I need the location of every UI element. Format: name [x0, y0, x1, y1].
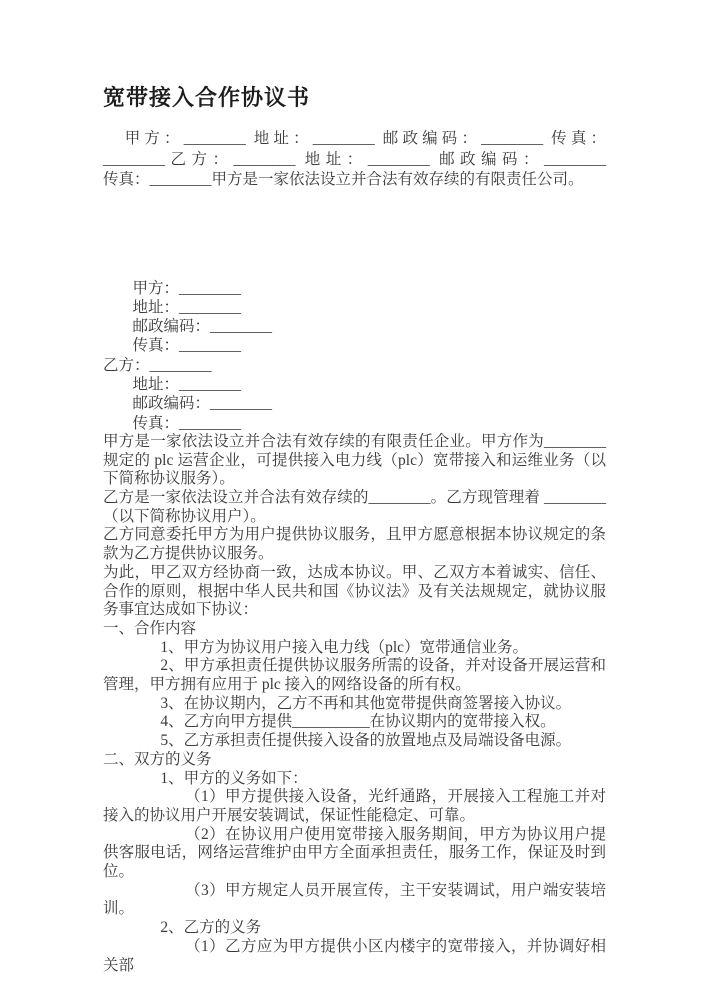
header-line-3: 传真：________甲方是一家依法设立并合法有效存续的有限责任公司。: [103, 171, 584, 188]
header-line-2: ________乙方：________ 地址：________ 邮政编码：________: [103, 150, 606, 168]
clause-1-4: 4、乙方向甲方提供__________在协议期内的宽带接入权。: [160, 713, 556, 731]
section-heading-2: 二、双方的义务: [103, 750, 212, 768]
paragraph-party-a-intro: 甲方是一家依法设立并合法有效存续的有限责任企业。甲方作为________规定的 plc 运营企业，可提供接入电力线（plc）宽带接入和运维业务（以下简称协议服务）。: [103, 432, 606, 488]
clause-1-1: 1、甲方为协议用户接入电力线（plc）宽带通信业务。: [160, 638, 529, 656]
party-field-fax-2: 传真：________: [132, 414, 241, 432]
party-field-yifang: 乙方：________: [103, 356, 212, 374]
header-line-1: 甲方：________ 地址：________ 邮政编码：________ 传真：: [124, 130, 606, 147]
paragraph-preamble: 为此，甲乙双方经协商一致，达成本协议。甲、乙双方本着诚实、信任、合作的原则，根据中华人民共和国《协议法》及有关法规规定，就协议服务事宜达成如下协议：: [103, 563, 606, 619]
clause-2-1-2: （2）在协议用户使用宽带接入服务期间，甲方为协议用户提供客服电话，网络运营维护由甲方全面承担责任，服务工作，保证及时到位。: [103, 825, 606, 881]
clause-2-1-1: （1）甲方提供接入设备，光纤通路，开展接入工程施工并对接入的协议用户开展安装调试，保证性能稳定、可靠。: [103, 788, 606, 824]
paragraph-party-b-intro: 乙方是一家依法设立并合法有效存续的________。乙方现管理着 ________（以下简称协议用户）。: [103, 488, 606, 525]
party-field-address-2: 地址：________: [132, 375, 241, 393]
clause-1-5: 5、乙方承担责任提供接入设备的放置地点及局端设备电源。: [160, 732, 572, 750]
clause-1-3: 3、在协议期内，乙方不再和其他宽带提供商签署接入协议。: [160, 694, 572, 712]
party-field-postcode-2: 邮政编码：________: [132, 395, 272, 413]
clause-1-2: 2、甲方承担责任提供协议服务所需的设备，并对设备开展运营和管理，甲方拥有应用于 plc 接入的网络设备的所有权。: [103, 657, 606, 694]
blank-gap: [103, 191, 606, 279]
page-title: 宽带接入合作协议书: [103, 85, 311, 110]
body-text-block: [103, 433, 606, 975]
header-paragraph: [103, 129, 606, 191]
clause-2-1-3: （3）甲方规定人员开展宣传，主干安装调试，用户端安装培训。: [103, 881, 606, 918]
party-field-postcode-1: 邮政编码：________: [132, 318, 272, 336]
clause-2-2: 2、乙方的义务: [160, 919, 262, 937]
document-content: [103, 84, 606, 975]
section-heading-1: 一、合作内容: [103, 619, 197, 637]
party-field-fax-1: 传真：________: [132, 337, 241, 355]
paragraph-entrust: 乙方同意委托甲方为用户提供协议服务，且甲方愿意根据本协议规定的条款为乙方提供协议服务。: [103, 526, 606, 563]
party-field-address-1: 地址：________: [132, 298, 241, 316]
party-field-jiafang: 甲方：________: [132, 279, 241, 297]
clause-2-2-1: （1）乙方应为甲方提供小区内楼宇的宽带接入，并协调好相关部: [103, 937, 606, 974]
clause-2-1: 1、甲方的义务如下：: [160, 769, 308, 787]
party-fields-block: [103, 279, 606, 433]
